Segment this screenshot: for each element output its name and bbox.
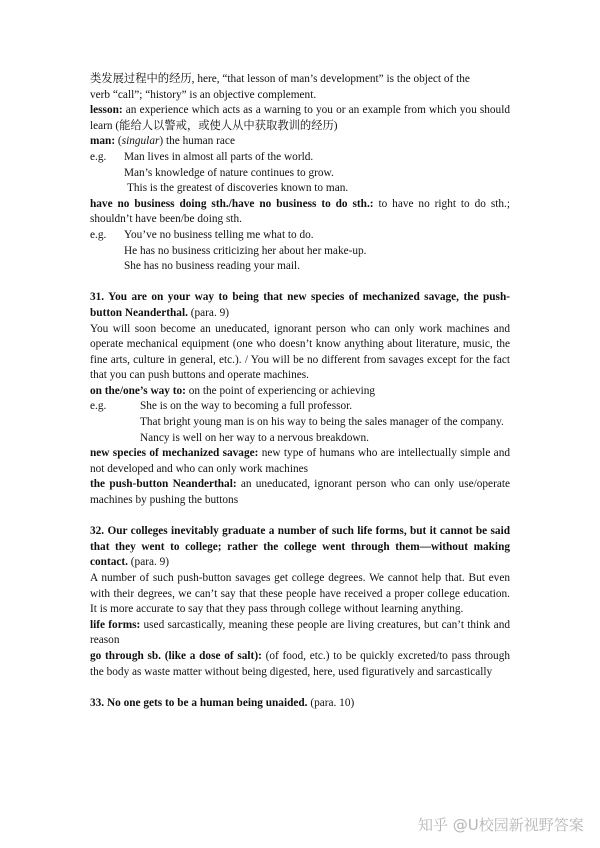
intro-line-2: verb “call”; “history” is an objective complement. [90,88,317,101]
neanderthal-term: the push-button Neanderthal: [90,478,237,491]
man-paren-open: ( [115,135,122,148]
man-example-text-1: Man lives in almost all parts of the world. [124,150,314,163]
onway-definition: on the point of experiencing or achieving [185,384,376,397]
intro-line-1: 类发展过程中的经历, here, “that lesson of man’s development” is the object of the [90,73,470,85]
lifeforms-definition: used sarcastically, meaning these people are living creatures, but can’t think and reason [90,618,510,647]
lifeforms-entry [90,618,510,649]
s33-para-ref: (para. 10) [307,696,355,709]
onway-example-3: Nancy is well on her way to a nervous breakdown. [140,431,370,444]
s32-heading-text: 32. Our colleges inevitably graduate a number of such life forms, but it cannot be said that they went to college; rather the college went through them—without making contact. [90,525,510,569]
man-term: man: [90,135,116,148]
lifeforms-term: life forms: [90,618,141,631]
neanderthal-definition: an uneducated, ignorant person who can only use/operate machines by pushing the buttons [90,478,510,507]
s31-heading-text: 31. You are on your way to being that new species of mechanized savage, the push-button Neanderthal. [90,291,510,319]
onway-entry [90,384,510,400]
man-example-1 [90,150,510,166]
document-page [90,72,510,711]
man-example-2: Man’s knowledge of nature continues to grow. [124,166,334,179]
man-eg-label: e.g. [90,150,107,163]
section-33-heading [90,696,510,712]
business-example-text-1: You’ve no business telling me what to do. [124,228,314,241]
onway-example-text-1: She is on the way to becoming a full professor. [140,400,353,413]
s31-para-ref: (para. 9) [187,306,230,319]
neanderthal-entry [90,477,510,508]
business-entry [90,197,510,228]
business-example-3: She has no business reading your mail. [124,260,301,273]
man-pos: singular [121,135,160,148]
gothrough-entry [90,649,510,680]
s32-explanation: A number of such push-button savages get college degrees. We cannot help that. But even with their degrees, we can’t say that these people have received a proper college education. It is more accurate to say that they pass through college without learning anything. [90,572,510,616]
business-term: have no business doing sth./have no business to do sth.: [90,197,374,210]
business-eg-label: e.g. [90,228,107,241]
lesson-entry [90,103,510,134]
watermark: 知乎 @U校园新视野答案 [418,816,584,834]
section-31-heading [90,290,510,321]
man-definition: ) the human race [159,135,235,148]
s31-explanation: You will soon become an uneducated, ignorant person who can only work machines and operate mechanical equipment (one who doesn’t know anything about literature, music, the fine arts, culture in general, etc.). / You will be no different from savages except for the fact that you can push buttons and operate machines. [90,322,510,382]
onway-eg-label: e.g. [90,400,107,413]
lesson-definition: an experience which acts as a warning to you or an example from which you should learn (能给人以警戒，或使人从中获取教训的经历) [90,104,510,132]
lesson-term: lesson: [90,104,123,117]
species-term: new species of mechanized savage: [90,447,259,460]
onway-example-1 [90,399,510,415]
business-example-1 [90,228,510,244]
species-definition: new type of humans who are intellectually simple and not developed and who can only work machines [90,447,510,475]
business-definition: to have no right to do sth.; shouldn’t have been/be doing sth. [90,197,511,226]
onway-term: on the/one’s way to: [90,384,186,397]
man-example-3: This is the greatest of discoveries known to man. [127,182,349,195]
gothrough-definition: (of food, etc.) to be quickly excreted/to pass through the body as waste matter without being digested, here, used figuratively and sarcastically [90,649,510,678]
gothrough-term: go through sb. (like a dose of salt): [90,649,262,662]
s32-para-ref: (para. 9) [127,556,170,569]
man-entry [90,134,510,150]
onway-example-2: That bright young man is on his way to being the sales manager of the company. [140,416,504,429]
species-entry [90,446,510,477]
section-32-heading [90,524,510,571]
business-example-2: He has no business criticizing her about her make-up. [124,244,367,257]
s33-heading-text: 33. No one gets to be a human being unaided. [90,696,308,709]
